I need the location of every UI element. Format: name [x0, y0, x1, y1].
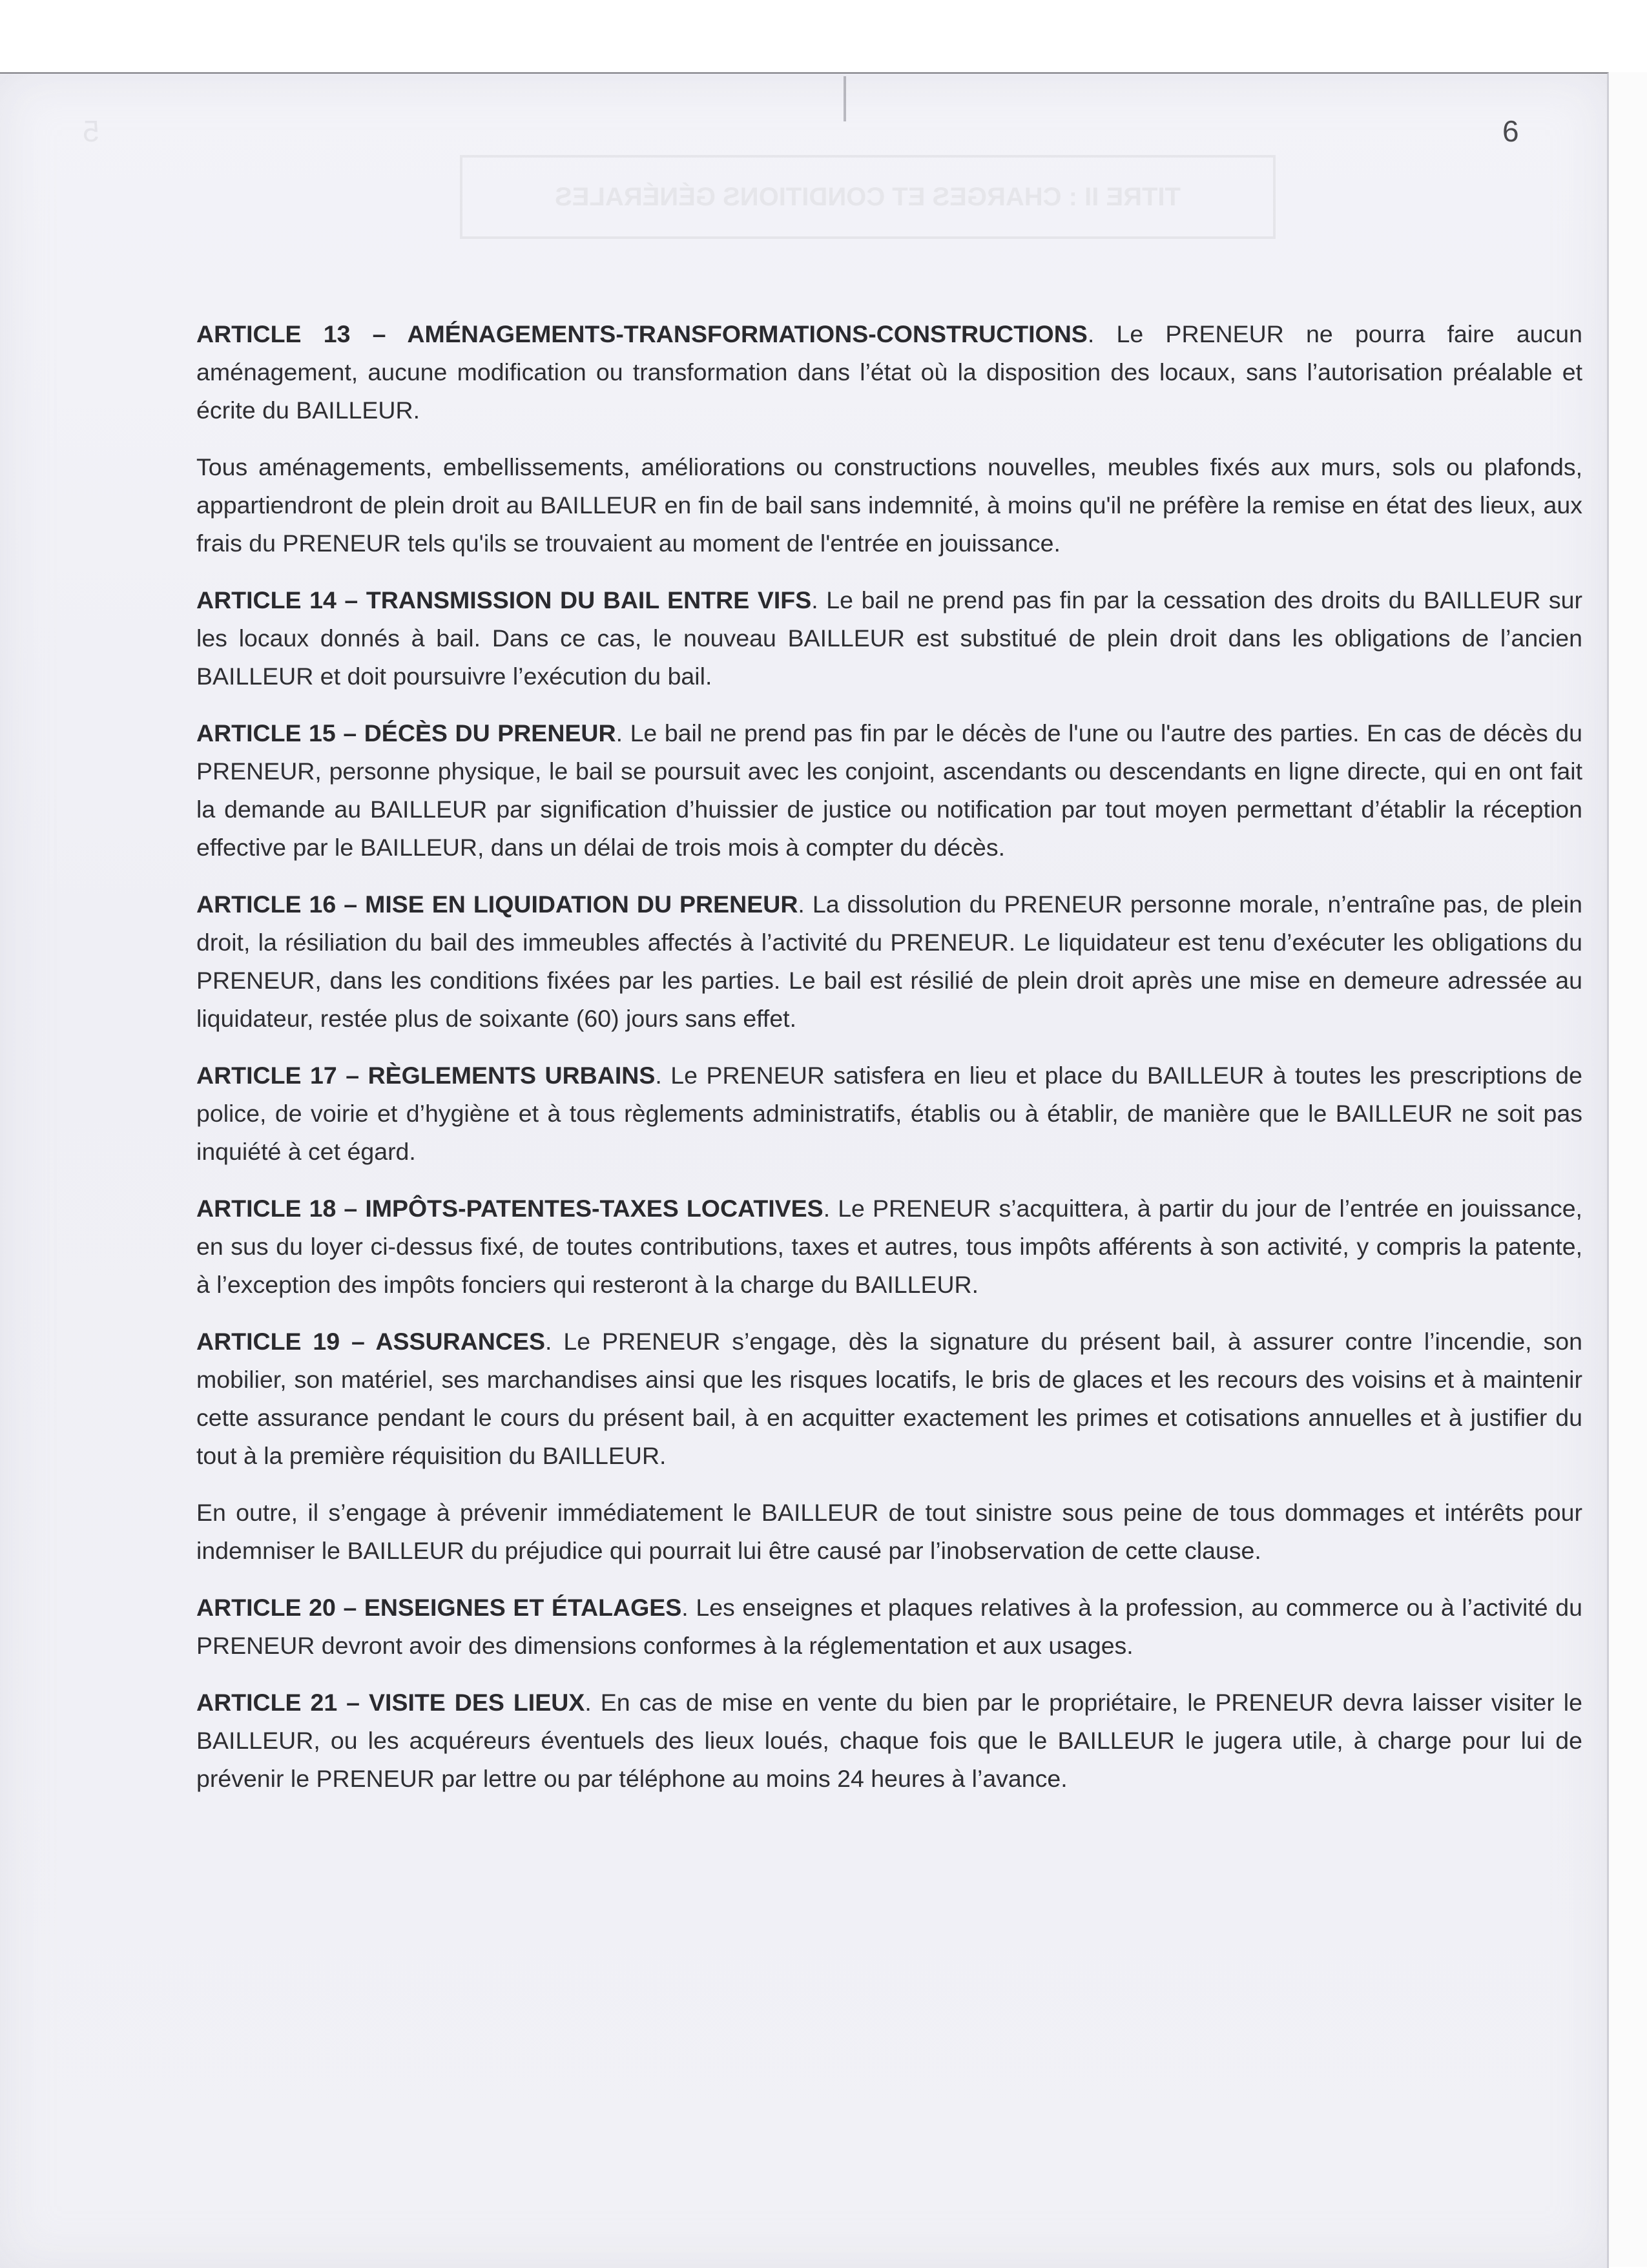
article-21: ARTICLE 21 – VISITE DES LIEUX. En cas de mise en vente du bien par le propriétaire, le PRENEUR devra laisser visiter le BAILLEUR, ou les acquéreurs éventuels des lieux loués, chaque fois que le BAILLEUR le jugera utile, à charge pour lui de prévenir le PRENEUR par lettre ou par téléphone au moins 24 heures à l’avance.	[196, 1689, 1582, 1792]
article-heading: ARTICLE 17 – RÈGLEMENTS URBAINS	[196, 1062, 656, 1089]
article-heading: ARTICLE 16 – MISE EN LIQUIDATION DU PRENEUR	[196, 891, 798, 918]
article-text: Le PRENEUR s’acquittera, à partir du jour de l’entrée en jouissance, en sus du loyer ci-dessus fixé, de toutes contributions, taxes et autres, tous impôts afférents à son activité, y compris la patente, à l’exception des impôts fonciers qui resteront à la charge du BAILLEUR.	[196, 1195, 1582, 1298]
article-14: ARTICLE 14 – TRANSMISSION DU BAIL ENTRE VIFS. Le bail ne prend pas fin par la cessation des droits du BAILLEUR sur les locaux donnés à bail. Dans ce cas, le nouveau BAILLEUR est substitué de plein droit dans les obligations de l’ancien BAILLEUR et doit poursuivre l’exécution du bail.	[196, 586, 1582, 690]
bleedthrough-title-box: TITRE II : CHARGES ET CONDITIONS GÉNÉRALES	[460, 155, 1276, 239]
bleedthrough-page-number: 5	[83, 114, 99, 148]
article-heading: ARTICLE 19 – ASSURANCES	[196, 1328, 545, 1355]
article-text: Les enseignes et plaques relatives à la profession, au commerce ou à l’activité du PRENEUR devront avoir des dimensions conformes à la réglementation et aux usages.	[196, 1594, 1582, 1659]
article-heading: ARTICLE 15 – DÉCÈS DU PRENEUR	[196, 719, 616, 747]
article-15: ARTICLE 15 – DÉCÈS DU PRENEUR. Le bail ne prend pas fin par le décès de l'une ou l'autre des parties. En cas de décès du PRENEUR, personne physique, le bail se poursuit avec les conjoint, ascendants ou descendants en ligne directe, qui en ont fait la demande au BAILLEUR par signification d’huissier de justice ou notification par tout moyen permettant d’établir la réception effective par le BAILLEUR, dans un délai de trois mois à compter du décès.	[196, 719, 1582, 861]
article-heading: ARTICLE 13 – AMÉNAGEMENTS-TRANSFORMATIONS-CONSTRUCTIONS	[196, 320, 1088, 347]
article-heading: ARTICLE 18 – IMPÔTS-PATENTES-TAXES LOCATIVES	[196, 1195, 824, 1222]
article-text: Le PRENEUR s’engage, dès la signature du présent bail, à assurer contre l’incendie, son mobilier, son matériel, ses marchandises ainsi que les risques locatifs, le bris de glaces et les recours des voisins et à maintenir cette assurance pendant le cours du présent bail, à en acquitter exactement les primes et cotisations annuelles et à justifier du tout à la première réquisition du BAILLEUR.	[196, 1328, 1582, 1469]
article-heading: ARTICLE 20 – ENSEIGNES ET ÉTALAGES	[196, 1594, 682, 1621]
article-text: Le PRENEUR satisfera en lieu et place du BAILLEUR à toutes les prescriptions de police, de voirie et d’hygiène et à tous règlements administratifs, établis ou à établir, de manière que le BAILLEUR ne soit pas inquiété à cet égard.	[196, 1062, 1582, 1165]
scan-right-margin	[1609, 72, 1647, 2267]
article-13: ARTICLE 13 – AMÉNAGEMENTS-TRANSFORMATIONS-CONSTRUCTIONS. Le PRENEUR ne pourra faire aucun aménagement, aucune modification ou transformation dans l’état où la disposition des locaux, sans l’autorisation préalable et écrite du BAILLEUR.	[196, 320, 1582, 424]
article-heading: ARTICLE 21 – VISITE DES LIEUX	[196, 1689, 585, 1716]
article-16: ARTICLE 16 – MISE EN LIQUIDATION DU PRENEUR. La dissolution du PRENEUR personne morale, n’entraîne pas, de plein droit, la résiliation du bail des immeubles affectés à l’activité du PRENEUR. Le liquidateur est tenu d’exécuter les obligations du PRENEUR, dans les conditions fixées par les parties. Le bail est résilié de plein droit après une mise en demeure adressée au liquidateur, restée plus de soixante (60) jours sans effet.	[196, 891, 1582, 1032]
scan-background	[0, 0, 1647, 72]
article-13-paragraph-2	[196, 448, 1582, 562]
staple-mark	[844, 76, 846, 121]
article-20: ARTICLE 20 – ENSEIGNES ET ÉTALAGES. Les enseignes et plaques relatives à la profession, au commerce ou à l’activité du PRENEUR devront avoir des dimensions conformes à la réglementation et aux usages.	[196, 1594, 1582, 1659]
article-text: La dissolution du PRENEUR personne morale, n’entraîne pas, de plein droit, la résiliation du bail des immeubles affectés à l’activité du PRENEUR. Le liquidateur est tenu d’exécuter les obligations du PRENEUR, dans les conditions fixées par les parties. Le bail est résilié de plein droit après une mise en demeure adressée au liquidateur, restée plus de soixante (60) jours sans effet.	[196, 891, 1582, 1032]
article-text: Le PRENEUR ne pourra faire aucun aménagement, aucune modification ou transformation dans l’état où la disposition des locaux, sans l’autorisation préalable et écrite du BAILLEUR.	[196, 320, 1582, 424]
article-text: En outre, il s’engage à prévenir immédiatement le BAILLEUR de tout sinistre sous peine de tous dommages et intérêts pour indemniser le BAILLEUR du préjudice qui pourrait lui être causé par l’inobservation de cette clause.	[196, 1499, 1582, 1564]
article-text: Tous aménagements, embellissements, améliorations ou constructions nouvelles, meubles fixés aux murs, sols ou plafonds, appartiendront de plein droit au BAILLEUR en fin de bail sans indemnité, à moins qu'il ne préfère la remise en état des lieux, aux frais du PRENEUR tels qu'ils se trouvaient au moment de l'entrée en jouissance.	[196, 453, 1582, 557]
article-text: Le bail ne prend pas fin par le décès de l'une ou l'autre des parties. En cas de décès du PRENEUR, personne physique, le bail se poursuit avec les conjoint, ascendants ou descendants en ligne directe, qui en ont fait la demande au BAILLEUR par signification d’huissier de justice ou notification par tout moyen permettant d’établir la réception effective par le BAILLEUR, dans un délai de trois mois à compter du décès.	[196, 719, 1582, 861]
article-18: ARTICLE 18 – IMPÔTS-PATENTES-TAXES LOCATIVES. Le PRENEUR s’acquittera, à partir du jour de l’entrée en jouissance, en sus du loyer ci-dessus fixé, de toutes contributions, taxes et autres, tous impôts afférents à son activité, y compris la patente, à l’exception des impôts fonciers qui resteront à la charge du BAILLEUR.	[196, 1195, 1582, 1298]
article-heading: ARTICLE 14 – TRANSMISSION DU BAIL ENTRE VIFS	[196, 586, 812, 613]
page-number: 6	[1502, 114, 1519, 148]
document-body	[196, 315, 1582, 1817]
article-19-paragraph-2	[196, 1494, 1582, 1570]
article-17: ARTICLE 17 – RÈGLEMENTS URBAINS. Le PRENEUR satisfera en lieu et place du BAILLEUR à toutes les prescriptions de police, de voirie et d’hygiène et à tous règlements administratifs, établis ou à établir, de manière que le BAILLEUR ne soit pas inquiété à cet égard.	[196, 1062, 1582, 1165]
article-text: En cas de mise en vente du bien par le propriétaire, le PRENEUR devra laisser visiter le BAILLEUR, ou les acquéreurs éventuels des lieux loués, chaque fois que le BAILLEUR le jugera utile, à charge pour lui de prévenir le PRENEUR par lettre ou par téléphone au moins 24 heures à l’avance.	[196, 1689, 1582, 1792]
article-19: ARTICLE 19 – ASSURANCES. Le PRENEUR s’engage, dès la signature du présent bail, à assurer contre l’incendie, son mobilier, son matériel, ses marchandises ainsi que les risques locatifs, le bris de glaces et les recours des voisins et à maintenir cette assurance pendant le cours du présent bail, à en acquitter exactement les primes et cotisations annuelles et à justifier du tout à la première réquisition du BAILLEUR.	[196, 1328, 1582, 1469]
article-text: Le bail ne prend pas fin par la cessation des droits du BAILLEUR sur les locaux donnés à bail. Dans ce cas, le nouveau BAILLEUR est substitué de plein droit dans les obligations de l’ancien BAILLEUR et doit poursuivre l’exécution du bail.	[196, 586, 1582, 690]
